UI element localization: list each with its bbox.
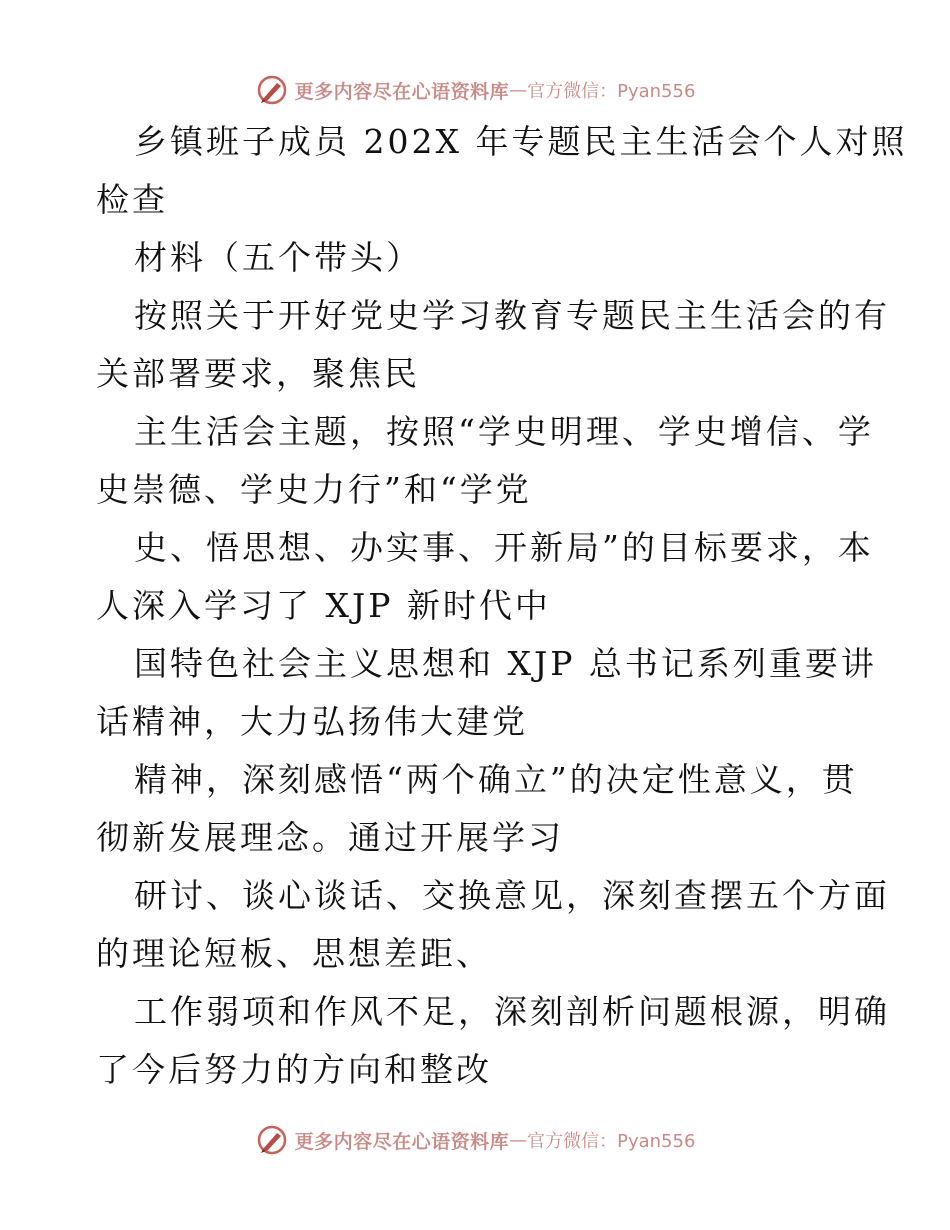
- watermark-text: 更多内容尽在心语资料库: [294, 1130, 510, 1153]
- text-line: 检查: [96, 180, 168, 219]
- watermark-separator: —: [509, 79, 528, 101]
- watermark-separator: —: [509, 1129, 528, 1151]
- watermark-suffix: 官方微信：Pyan556: [527, 81, 696, 102]
- pen-logo-icon: [255, 73, 289, 107]
- text-line: 乡镇班子成员 202X 年专题民主生活会个人对照: [134, 122, 908, 161]
- watermark-footer: [0, 1122, 950, 1158]
- text-line: 了今后努力的方向和整改: [96, 1050, 492, 1089]
- text-line: 精神，深刻感悟“两个确立”的决定性意义，贯: [134, 760, 858, 799]
- text-line: 研讨、谈心谈话、交换意见，深刻查摆五个方面: [134, 876, 890, 915]
- text-line: 国特色社会主义思想和 XJP 总书记系列重要讲: [134, 644, 877, 683]
- text-line: 的理论短板、思想差距、: [96, 934, 492, 973]
- text-line: 话精神，大力弘扬伟大建党: [96, 702, 528, 741]
- text-line: 按照关于开好党史学习教育专题民主生活会的有: [134, 296, 890, 335]
- text-line: 主生活会主题，按照“学史明理、学史增信、学: [134, 412, 874, 451]
- text-line: 史崇德、学史力行”和“学党: [96, 470, 532, 509]
- text-line: 史、悟思想、办实事、开新局”的目标要求，本: [134, 528, 874, 567]
- text-line: 材料（五个带头）: [134, 238, 422, 277]
- watermark-header: [0, 72, 950, 108]
- text-line: 关部署要求，聚焦民: [96, 354, 420, 393]
- text-line: 工作弱项和作风不足，深刻剖析问题根源，明确: [134, 992, 890, 1031]
- text-line: 彻新发展理念。通过开展学习: [96, 818, 564, 857]
- text-line: 人深入学习了 XJP 新时代中: [96, 586, 551, 625]
- watermark-text: 更多内容尽在心语资料库: [294, 80, 510, 103]
- watermark-suffix: 官方微信：Pyan556: [527, 1131, 696, 1152]
- pen-logo-icon: [255, 1123, 289, 1157]
